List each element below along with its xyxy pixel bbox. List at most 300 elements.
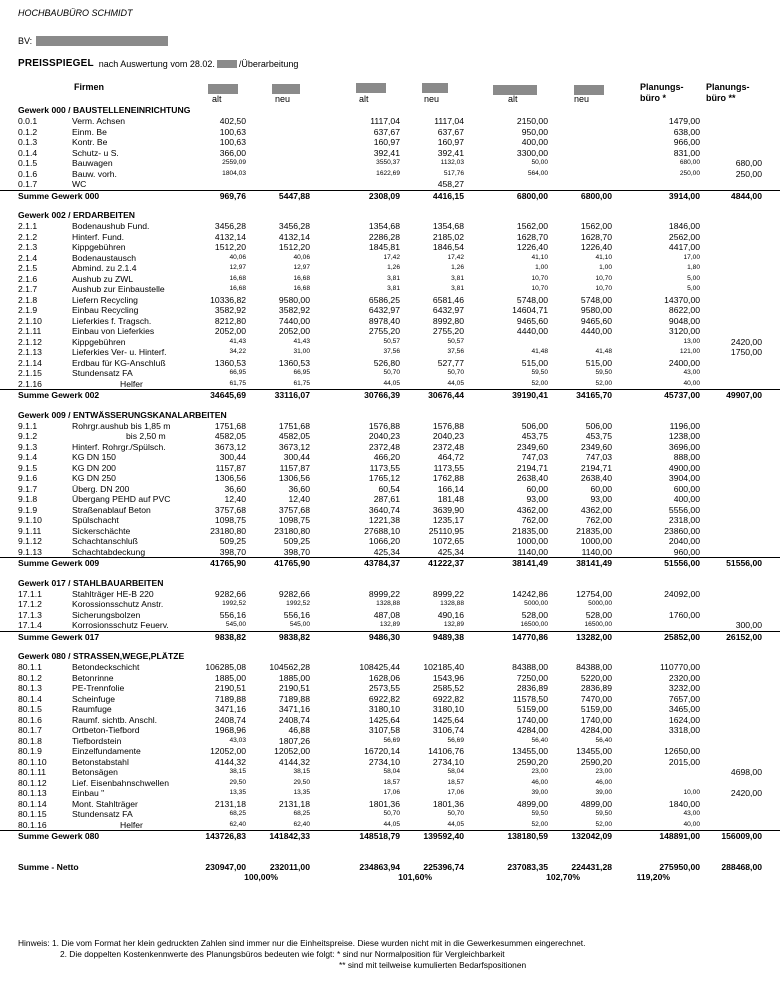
price-cell: 13455,00 [512, 746, 548, 756]
price-cell: 3550,37 [376, 159, 400, 166]
price-cell: 3180,10 [368, 704, 400, 714]
position-description: Lieferkies Ver- u. Hinterf. [72, 347, 167, 357]
price-cell: 34,22 [229, 348, 246, 355]
table-row [0, 526, 780, 537]
position-description: Abmind. zu 2.1.4 [72, 263, 137, 273]
price-cell: 4284,00 [516, 725, 548, 735]
position-description: bis 2,50 m [126, 431, 166, 441]
price-cell: 2190,51 [214, 683, 246, 693]
price-cell: 3639,90 [432, 504, 464, 515]
position-number: 9.1.13 [18, 546, 42, 557]
price-cell: 23180,80 [274, 525, 310, 536]
price-cell: 36,60 [224, 483, 246, 494]
price-cell: 46,88 [288, 725, 310, 735]
position-description: Betonsägen [72, 767, 118, 777]
price-cell: 13,35 [229, 789, 246, 796]
position-number: 0.1.5 [18, 158, 38, 168]
position-number: 2.1.1 [18, 221, 38, 231]
project-line [18, 36, 168, 46]
sum-cell: 132042,09 [571, 831, 612, 841]
price-cell: 21835,00 [576, 525, 612, 536]
position-description: Schutz- u S. [72, 147, 119, 158]
redacted-project-name [36, 36, 168, 46]
table-row [0, 736, 780, 747]
price-cell: 166,14 [437, 483, 464, 494]
position-number: 0.1.4 [18, 147, 38, 158]
sum-cell: 4416,15 [432, 190, 464, 201]
price-cell: 300,44 [283, 452, 310, 462]
price-cell: 8999,22 [432, 588, 464, 599]
sum-cell: 3914,00 [668, 190, 700, 201]
table-row [0, 704, 780, 715]
section-gap [0, 569, 780, 577]
redacted-date [217, 60, 237, 68]
table-row [0, 620, 780, 631]
section-gap [0, 201, 780, 209]
price-cell: 52,00 [595, 379, 612, 387]
table-row [0, 253, 780, 264]
price-cell: 7440,00 [278, 315, 310, 326]
header-pb2-a: Planungs- [706, 82, 750, 92]
position-description: Betonrinne [72, 672, 114, 683]
price-cell: 1,26 [451, 264, 464, 271]
price-cell: 41,43 [293, 337, 310, 345]
table-row [0, 757, 780, 768]
price-cell: 1512,20 [278, 242, 310, 252]
price-cell: 100,63 [219, 137, 246, 147]
table-row [0, 536, 780, 547]
price-cell: 506,00 [521, 420, 548, 431]
price-cell: 8622,00 [668, 305, 700, 315]
price-cell: 29,50 [293, 778, 310, 786]
price-cell: 3318,00 [668, 725, 700, 735]
price-cell: 61,75 [293, 379, 310, 387]
price-cell: 44,05 [383, 379, 400, 387]
price-cell: 93,00 [526, 494, 548, 504]
price-cell: 3673,12 [214, 441, 246, 452]
table-row [0, 274, 780, 285]
price-cell: 1425,64 [432, 714, 464, 725]
price-cell: 1306,56 [214, 473, 246, 483]
position-number: 80.1.6 [18, 714, 42, 725]
netto-gap-2 [0, 854, 780, 862]
price-cell: 5220,00 [580, 672, 612, 683]
sum-cell: 41765,90 [274, 558, 310, 568]
price-cell: 1751,68 [214, 420, 246, 431]
position-description: Hinterf. Fund. [72, 231, 125, 242]
price-cell: 5748,00 [580, 294, 612, 305]
table-row [0, 778, 780, 789]
footnote-1: Hinweis: 1. Die vom Format her klein gedruckten Zahlen sind immer nur die Einheitspreise. Diese wurden nicht mit in die Gewerkesummen eingerechnet. [18, 938, 586, 948]
price-cell: 62,40 [293, 820, 310, 828]
table-row [0, 589, 780, 600]
price-cell: 2590,20 [580, 756, 612, 767]
sum-cell: 33116,07 [274, 390, 310, 400]
position-number: 80.1.4 [18, 693, 42, 704]
position-description: Rohrgr.aushub bis 1,85 m [72, 420, 171, 431]
position-number: 9.1.6 [18, 473, 38, 483]
netto-cell: 288468,00 [721, 861, 762, 872]
position-description: Einbau Recycling [72, 305, 139, 315]
position-description: Einbau von Lieferkies [72, 326, 155, 336]
position-description: Überg. DN 200 [72, 483, 130, 494]
price-cell: 487,08 [373, 609, 400, 620]
price-cell: 2052,00 [278, 326, 310, 336]
netto-cell: 230947,00 [205, 861, 246, 872]
price-cell: 4440,00 [516, 326, 548, 336]
price-cell: 100,63 [219, 126, 246, 137]
title-text2: /Überarbeitung [238, 58, 299, 69]
position-number: 80.1.3 [18, 683, 42, 693]
position-description: Erdbau für KG-Anschluß [72, 357, 166, 368]
position-description: Kippgebühren [72, 242, 126, 252]
position-description: Bodenaustausch [72, 252, 137, 263]
position-description: Verm. Achsen [72, 116, 126, 126]
price-cell: 1117,04 [370, 116, 400, 126]
sum-cell: 26152,00 [726, 631, 762, 642]
section-title: Gewerk 000 / BAUSTELLENEINRICHTUNG [18, 105, 191, 115]
position-description: Kippgebühren [72, 336, 126, 347]
position-description: Raumfuge [72, 704, 112, 714]
price-cell: 1196,00 [669, 420, 700, 431]
price-cell: 1354,68 [368, 221, 400, 231]
price-cell: 56,69 [383, 736, 400, 744]
title-text1: nach Auswertung vom 28.02. [98, 58, 215, 69]
price-cell: 5000,00 [588, 600, 612, 607]
sum-cell: 49907,00 [726, 390, 762, 400]
price-cell: 3107,58 [368, 725, 400, 735]
price-cell: 9282,66 [214, 588, 246, 599]
price-cell: 392,41 [437, 147, 464, 158]
price-cell: 1512,20 [214, 242, 246, 252]
redacted-firm-2 [272, 84, 300, 94]
position-number: 80.1.16 [18, 819, 47, 830]
price-cell: 4132,14 [214, 231, 246, 242]
position-description: Helfer [120, 378, 143, 389]
price-cell: 61,75 [229, 379, 246, 387]
price-cell: 515,00 [585, 357, 612, 368]
table-row [0, 694, 780, 705]
table-row [0, 421, 780, 432]
price-cell: 58,04 [383, 768, 400, 775]
price-cell: 24092,00 [664, 588, 700, 599]
position-number: 2.1.16 [18, 378, 42, 389]
table-row [0, 232, 780, 243]
price-cell: 2318,00 [668, 515, 700, 525]
price-cell: 160,97 [437, 137, 464, 147]
price-cell: 1226,40 [516, 242, 548, 252]
price-cell: 950,00 [521, 126, 548, 137]
position-description: Aushub zu ZWL [72, 273, 134, 284]
sum-cell: 4844,00 [730, 190, 762, 201]
position-description: Stahlträger HE-B 220 [72, 588, 154, 599]
position-description: Schachtabdeckung [72, 546, 146, 557]
price-cell: 425,34 [373, 546, 400, 557]
position-description: Bauwagen [72, 158, 113, 168]
position-number: 17.1.3 [18, 609, 42, 620]
redacted-firm-4 [422, 83, 448, 93]
price-cell: 12052,00 [274, 746, 310, 756]
sum-cell: 156009,00 [721, 831, 762, 841]
price-cell: 1098,75 [278, 515, 310, 525]
price-cell: 3,81 [387, 285, 400, 292]
price-cell: 1132,03 [440, 159, 464, 166]
position-description: Mont. Stahlträger [72, 798, 138, 809]
price-cell: 7189,88 [214, 693, 246, 704]
price-cell: 747,03 [585, 452, 612, 462]
price-cell: 1846,54 [432, 242, 464, 252]
price-cell: 2150,00 [516, 116, 548, 126]
price-cell: 3465,00 [668, 704, 700, 714]
position-number: 2.1.7 [18, 284, 38, 294]
table-row [0, 326, 780, 337]
price-cell: 23,00 [595, 768, 612, 775]
table-row [0, 746, 780, 757]
price-cell: 528,00 [521, 609, 548, 620]
price-cell: 2372,48 [368, 441, 400, 452]
sum-cell: 34165,70 [576, 390, 612, 400]
price-cell: 4899,00 [580, 798, 612, 809]
price-cell: 41,10 [531, 253, 548, 261]
price-cell: 14242,86 [512, 588, 548, 599]
price-cell: 1360,53 [278, 357, 310, 368]
price-cell: 1000,00 [580, 536, 612, 546]
price-cell: 68,25 [229, 810, 246, 817]
price-cell: 1992,52 [286, 600, 310, 607]
position-description: Betondeckschicht [72, 662, 140, 672]
price-cell: 1968,96 [214, 725, 246, 735]
position-description: WC [72, 179, 87, 189]
price-cell: 6922,82 [368, 693, 400, 704]
price-cell: 1173,55 [433, 462, 464, 473]
position-description: Übergang PEHD auf PVC [72, 494, 171, 504]
price-cell: 10336,82 [210, 294, 246, 305]
price-cell: 17,06 [383, 789, 400, 796]
price-cell: 960,00 [673, 546, 700, 557]
price-cell: 59,50 [531, 369, 548, 376]
office-name: HOCHBAUBÜRO SCHMIDT [18, 8, 133, 18]
header-firmen: Firmen [74, 82, 105, 92]
price-cell: 4698,00 [730, 767, 762, 777]
price-cell: 466,20 [373, 452, 400, 462]
position-number: 9.1.10 [18, 515, 42, 525]
price-cell: 458,27 [437, 179, 464, 189]
position-description: Liefern Recycling [72, 294, 138, 305]
section-title: Gewerk 002 / ERDARBEITEN [18, 210, 136, 220]
netto-cell: 237083,35 [507, 861, 548, 872]
price-cell: 50,70 [447, 810, 464, 817]
price-cell: 14106,76 [428, 746, 464, 756]
price-cell: 3120,00 [668, 326, 700, 336]
price-cell: 39,00 [531, 789, 548, 796]
price-cell: 1624,00 [668, 714, 700, 725]
section-gap [0, 401, 780, 409]
price-cell: 1543,96 [432, 672, 464, 683]
price-cell: 1425,64 [368, 714, 400, 725]
position-number: 2.1.15 [18, 368, 42, 378]
table-row [0, 116, 780, 127]
position-description: Sickerschächte [72, 525, 131, 536]
position-description: Stundensatz FA [72, 809, 133, 819]
price-cell: 564,00 [527, 169, 548, 177]
price-cell: 10,70 [595, 285, 612, 292]
netto-cell: 225396,74 [423, 861, 464, 872]
sum-cell: 38141,49 [576, 558, 612, 568]
price-cell: 1360,53 [214, 357, 246, 368]
position-number: 17.1.4 [18, 620, 42, 630]
price-cell: 40,06 [293, 253, 310, 261]
price-cell: 16500,00 [584, 621, 612, 628]
price-cell: 37,56 [383, 348, 400, 355]
sum-cell: 14770,86 [512, 631, 548, 642]
position-number: 9.1.7 [18, 483, 38, 494]
price-cell: 680,00 [679, 159, 700, 166]
price-cell: 528,00 [585, 609, 612, 620]
table-row [0, 662, 780, 673]
sum-cell: 9838,82 [278, 631, 310, 642]
price-cell: 6432,97 [432, 305, 464, 315]
price-cell: 1576,88 [432, 420, 464, 431]
price-cell: 509,25 [283, 536, 310, 546]
table-row [0, 431, 780, 442]
table-row [0, 169, 780, 180]
price-cell: 2573,55 [368, 683, 400, 693]
price-cell: 1,00 [535, 264, 548, 271]
price-cell: 1117,04 [434, 116, 464, 126]
price-cell: 12650,00 [664, 746, 700, 756]
price-cell: 25110,95 [428, 525, 464, 536]
price-cell: 3471,16 [278, 704, 310, 714]
price-cell: 2349,60 [580, 441, 612, 452]
position-description: Stundensatz FA [72, 368, 133, 378]
price-cell: 13,00 [683, 337, 700, 345]
price-cell: 526,80 [373, 357, 400, 368]
price-cell: 4417,00 [668, 242, 700, 252]
price-cell: 300,44 [219, 452, 246, 462]
price-cell: 8978,40 [368, 315, 400, 326]
price-cell: 1306,56 [278, 473, 310, 483]
price-cell: 14370,00 [664, 294, 700, 305]
price-cell: 1804,03 [222, 169, 246, 177]
price-cell: 1221,38 [368, 515, 400, 525]
table-row [0, 337, 780, 348]
sum-cell: 139592,40 [423, 831, 464, 841]
price-cell: 52,00 [531, 379, 548, 387]
price-cell: 8999,22 [368, 588, 400, 599]
table-row [0, 515, 780, 526]
price-cell: 392,41 [373, 147, 400, 158]
position-number: 80.1.11 [18, 767, 47, 777]
price-cell: 121,00 [679, 348, 700, 355]
price-cell: 6922,82 [432, 693, 464, 704]
price-cell: 1098,75 [214, 515, 246, 525]
price-cell: 4284,00 [580, 725, 612, 735]
price-cell: 43,03 [229, 736, 246, 744]
sum-cell: 9486,30 [368, 631, 400, 642]
position-description: Kontr. Be [72, 137, 108, 147]
price-cell: 44,05 [447, 820, 464, 828]
sum-cell: 9838,82 [214, 631, 246, 642]
price-cell: 8212,80 [214, 315, 246, 326]
position-description: KG DN 150 [72, 452, 116, 462]
price-cell: 4132,14 [278, 231, 310, 242]
price-cell: 1740,00 [516, 714, 548, 725]
price-cell: 12,97 [293, 264, 310, 271]
position-number: 17.1.1 [18, 588, 42, 599]
position-description: Sicherungsbolzen [72, 609, 141, 620]
price-cell: 2400,00 [668, 357, 700, 368]
netto-cell: 232011,00 [269, 861, 310, 872]
table-row [0, 820, 780, 831]
sum-label: Summe Gewerk 002 [18, 390, 100, 400]
table-row [0, 673, 780, 684]
table-row [0, 494, 780, 505]
price-cell: 2836,89 [516, 683, 548, 693]
price-cell: 18,57 [447, 778, 464, 786]
header-neu-1: neu [275, 94, 291, 104]
percent-planungsbuero: 119,20% [636, 872, 670, 882]
price-cell: 517,76 [443, 169, 464, 177]
price-cell: 40,06 [229, 253, 246, 261]
sum-cell: 2308,09 [368, 190, 400, 201]
position-description: Hinterf. Rohrgr./Spülsch. [72, 441, 166, 452]
price-cell: 10,00 [683, 789, 700, 796]
price-cell: 2349,60 [516, 441, 548, 452]
price-cell: 1173,55 [369, 462, 400, 473]
price-cell: 12052,00 [210, 746, 246, 756]
price-cell: 23,00 [531, 768, 548, 775]
position-description: PE-Trennfolie [72, 683, 125, 693]
price-cell: 11578,50 [512, 693, 548, 704]
sum-cell: 30766,39 [364, 390, 400, 400]
position-number: 80.1.5 [18, 704, 42, 714]
table-row [0, 473, 780, 484]
price-cell: 4144,32 [278, 756, 310, 767]
price-cell: 50,70 [383, 810, 400, 817]
position-description: Scheinfuge [72, 693, 116, 704]
price-cell: 2734,10 [368, 756, 400, 767]
header-pb1-a: Planungs- [640, 82, 684, 92]
percent-firm-1: 100,00% [244, 872, 278, 882]
price-cell: 2286,28 [368, 231, 400, 242]
sum-cell: 34645,69 [210, 390, 246, 400]
price-cell: 52,00 [595, 820, 612, 828]
price-cell: 2040,23 [432, 431, 464, 441]
price-cell: 556,16 [219, 609, 246, 620]
price-table [0, 104, 780, 883]
price-cell: 600,00 [673, 483, 700, 494]
price-cell: 250,00 [735, 168, 762, 179]
price-cell: 8992,80 [432, 315, 464, 326]
netto-cell: 234863,94 [359, 861, 400, 872]
price-cell: 16,68 [229, 285, 246, 292]
price-cell: 52,00 [531, 820, 548, 828]
table-row [0, 788, 780, 799]
position-number: 2.1.14 [18, 357, 42, 368]
price-cell: 1801,36 [432, 798, 464, 809]
price-cell: 1328,88 [376, 600, 400, 607]
table-row [0, 221, 780, 232]
price-cell: 1,26 [387, 264, 400, 271]
section-title: Gewerk 017 / STAHLBAUARBEITEN [18, 577, 164, 588]
price-cell: 40,00 [683, 379, 700, 387]
price-cell: 1157,87 [215, 462, 246, 473]
price-cell: 68,25 [293, 810, 310, 817]
table-row [0, 358, 780, 369]
position-description: Bauw. vorh. [72, 168, 117, 179]
price-cell: 93,00 [590, 494, 612, 504]
position-number: 2.1.9 [18, 305, 38, 315]
